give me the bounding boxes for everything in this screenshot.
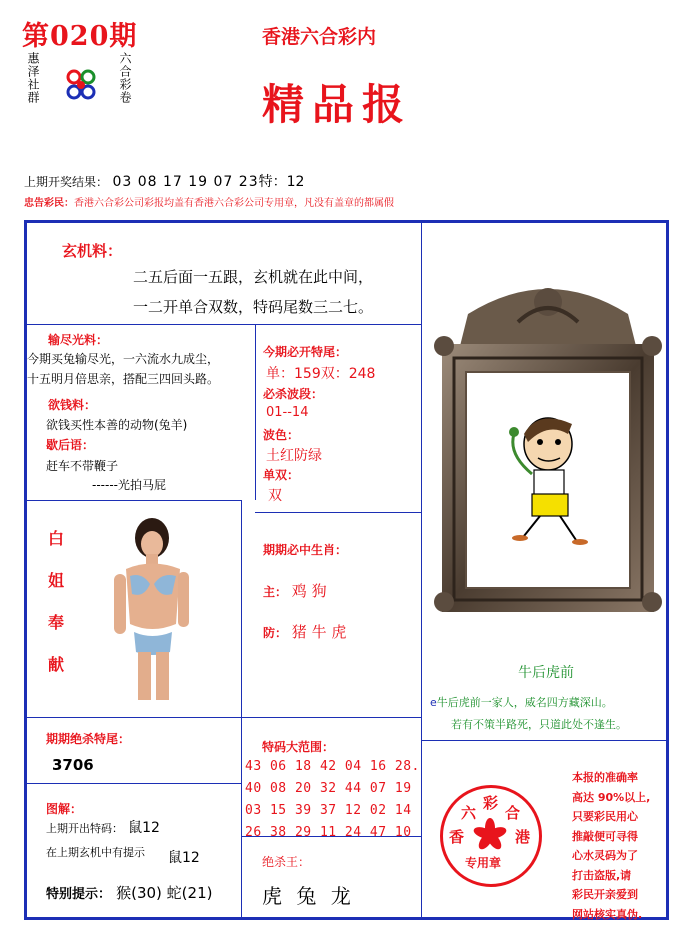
shawang-value: 虎 兔 龙	[262, 884, 355, 908]
bijie-char: 姐	[47, 571, 64, 590]
fanwei-grid	[245, 756, 420, 844]
danshuang-value: 双	[268, 488, 282, 504]
picture-poem-line-2: 若有不策半路死，只道此处不逢生。	[451, 718, 627, 731]
xuanji-line-1: 二五后面一五跟，玄机就在此中间，	[133, 268, 374, 286]
seal-char: 彩	[483, 794, 499, 812]
accuracy-line: 彩民开亲爱到	[572, 888, 638, 901]
divider	[27, 717, 421, 718]
shengxiao-label: 期期必中生肖：	[263, 543, 348, 557]
bosha-label: 必杀波段：	[263, 387, 324, 401]
top-title: 香港六合彩内	[262, 26, 377, 48]
bijie-char: 奉	[47, 613, 64, 632]
shengxiao-fang-value: 猪 牛 虎	[291, 623, 347, 641]
accuracy-line: 本报的准确率	[572, 771, 638, 784]
tewei-label: 今期必开特尾：	[263, 345, 348, 359]
accuracy-line: 网站核实真伪.	[572, 907, 643, 921]
bijie-char: 献	[47, 655, 64, 674]
shengxiao-main-label: 主：	[263, 585, 288, 599]
tebie-value: 猴(30) 蛇(21)	[116, 884, 213, 902]
seal-char: 港	[515, 828, 531, 846]
tujie-line-1-value: 鼠12	[128, 820, 160, 836]
tujie-line-2: 在上期玄机中有提示	[46, 846, 145, 859]
divider	[27, 500, 241, 501]
accuracy-line: 打击盗版,请	[572, 868, 632, 882]
bauhinia-flower-icon	[473, 818, 507, 852]
main-title: 精品报	[262, 80, 413, 129]
lottery-logo-icon	[62, 66, 100, 104]
accuracy-line: 高达 90%以上,	[572, 790, 651, 804]
tewei-value: 单：159双：248	[266, 366, 376, 382]
xuanji-line-2: 一二开单合双数，特码尾数三二七。	[133, 298, 374, 316]
shengxiao-main-value: 鸡 狗	[291, 582, 327, 600]
picture-poem-line-1: 牛后虎前一家人，威名四方藏深山。	[436, 696, 613, 709]
tujie-line-2-value: 鼠12	[168, 850, 200, 866]
issue-prefix: 第	[22, 21, 50, 52]
fanwei-row: 43 06 18 42 04 16 28.	[245, 759, 420, 774]
issue-suffix: 期	[109, 21, 138, 52]
tujie-line-1-label: 上期开出特码：	[46, 822, 123, 835]
divider	[421, 740, 666, 741]
warning-label: 忠告彩民：	[24, 198, 74, 209]
issue-number	[22, 14, 137, 53]
fanwei-label: 特码大范围：	[262, 740, 335, 754]
shuying-label: 输尽光料：	[48, 333, 109, 347]
divider	[27, 324, 421, 325]
xuanji-label: 玄机料：	[62, 242, 123, 260]
issue-number-value: 020	[50, 21, 110, 52]
accuracy-line: 推敲便可寻得	[572, 829, 638, 843]
xiehouyu-label: 歇后语：	[46, 438, 95, 452]
yuqian-label: 欲钱料：	[48, 398, 97, 412]
danshuang-label: 单双：	[263, 468, 300, 482]
shuying-line-1: 今期买兔输尽光，一六流水九成尘，	[27, 352, 220, 366]
last-result-label: 上期开奖结果：	[24, 175, 109, 189]
divider	[421, 222, 422, 917]
last-result-row	[24, 171, 304, 191]
picture-poem-1	[430, 692, 613, 714]
official-seal	[440, 785, 542, 887]
tebie-label: 特别提示：	[46, 887, 112, 902]
warning-row	[24, 194, 394, 209]
yuqian-text: 欲钱买性本善的动物(兔羊)	[46, 418, 188, 432]
jueshate-value: 3706	[52, 756, 94, 774]
divider	[255, 324, 256, 500]
bo-value: 土红防绿	[266, 448, 322, 464]
bijie-vertical-text	[46, 518, 66, 686]
tujie-line-1	[46, 817, 160, 837]
shawang-label: 绝杀王：	[262, 855, 311, 869]
picture-caption: 牛后虎前	[518, 665, 574, 681]
tujie-label: 图解：	[46, 802, 83, 816]
accuracy-text	[572, 768, 650, 924]
picture-poem-prefix: e	[430, 696, 437, 709]
warning-text: 香港六合彩公司彩报均盖有香港六合彩公司专用章，凡没有盖章的都属假	[74, 198, 394, 209]
divider	[255, 512, 421, 513]
ornate-frame-picture	[428, 274, 668, 614]
accuracy-line: 心水灵码为了	[572, 849, 638, 862]
accuracy-line: 只要彩民用心	[572, 810, 638, 823]
xiehouyu-text: 赶车不带鞭子	[46, 459, 119, 473]
shengxiao-main	[263, 580, 327, 601]
divider	[27, 783, 241, 784]
last-result-special: 特：12	[258, 174, 305, 190]
left-vertical-text: 惠泽社群	[26, 52, 40, 104]
seal-char: 六	[461, 804, 477, 822]
last-result-numbers: 03 08 17 19 07 23	[112, 174, 259, 190]
xiehouyu-answer: ------光拍马屁	[92, 478, 166, 492]
shengxiao-fang-label: 防：	[263, 626, 288, 640]
bo-label: 波色：	[263, 428, 300, 442]
right-vertical-text: 六合彩卷	[118, 52, 132, 104]
bosha-value: 01--14	[266, 405, 309, 420]
fanwei-row: 26 38 29 11 24 47 10	[245, 825, 412, 840]
fanwei-row: 40 08 20 32 44 07 19	[245, 781, 412, 796]
jueshate-label: 期期绝杀特尾：	[46, 732, 131, 746]
seal-char: 专用章	[465, 856, 502, 870]
fanwei-row: 03 15 39 37 12 02 14	[245, 803, 412, 818]
divider	[241, 500, 242, 917]
bijie-char: 白	[47, 529, 64, 548]
shengxiao-fang	[263, 621, 346, 642]
tebie-row	[46, 882, 212, 903]
model-photo	[100, 514, 200, 700]
seal-char: 香	[449, 828, 465, 846]
shuying-line-2: 十五明月倍思亲，搭配三四回头路。	[27, 372, 220, 386]
seal-char: 合	[505, 804, 521, 822]
